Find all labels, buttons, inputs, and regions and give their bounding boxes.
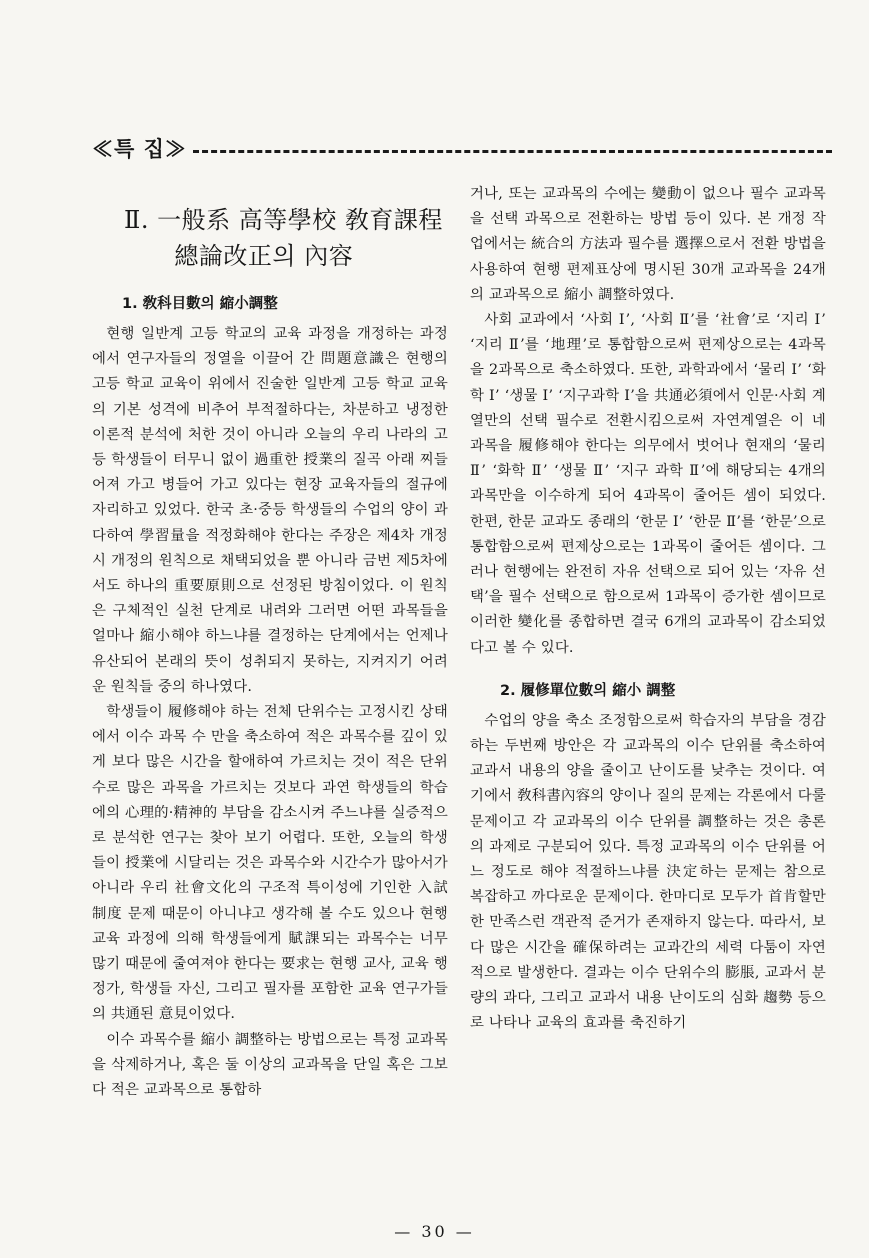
feature-label: ≪특 집≫ [92,136,187,161]
paragraph: 이수 과목수를 縮小 調整하는 방법으로는 특정 교과목을 삭제하거나, 혹은 둘 이상의 교과목을 단일 혹은 그보다 적은 교과목으로 통합하 [92,1031,448,1099]
paragraph: 현행 일반계 고등 학교의 교육 과정을 개정하는 과정에서 연구자들의 정열을 이끌어 간 問題意識은 현행의 고등 학교 교육이 위에서 진술한 일반계 고등 학교 교육의 기본 성격에 비추어 부적절하다는, 차분하고 냉정한 이론적 분석에 처한 것이 아니라 오늘의 우리 나라의 고등 학생들이 터무니 없이 過重한 授業의 질곡 아래 찌들어져 가고 병들어 가고 있다는 현장 교육자들의 절규에 자리하고 있었다. 한국 초·중등 학생들의 수업의 양이 과다하여 學習量을 적정화해야 한다는 주장은 제4차 개정시 개정의 원칙으로 채택되었을 뿐 아니라 금번 제5차에서도 하나의 重要原則으로 선정된 방침이었다. 이 원칙은 구체적인 실천 단계로 내려와 그러면 어떤 과목들을 얼마나 縮小해야 하느냐를 결정하는 단계에서는 언제나 유산되어 본래의 뜻이 성취되지 못하는, 지켜지기 어려운 원칙들 중의 하나였다. [92,326,448,695]
paragraph: 학생들이 履修해야 하는 전체 단위수는 고정시킨 상태에서 이수 과목 수 만을 축소하여 적은 과목수를 깊이 있게 보다 많은 시간을 할애하여 가르치는 것이 적은 단위수로 많은 과목을 가르치는 것보다 과연 학생들의 학습에의 心理的·精神的 부담을 감소시켜 주느냐를 실증적으로 분석한 연구는 찾아 보기 어렵다. 또한, 오늘의 학생들이 授業에 시달리는 것은 과목수와 시간수가 많아서가 아니라 우리 社會文化의 구조적 특이성에 기인한 入試制度 문제 때문이 아니냐고 생각해 볼 수도 있으나 현행 교육 과정에 의해 학생들에게 賦課되는 과목수는 너무 많기 때문에 줄여져야 한다는 要求는 현행 교사, 교육 행정가, 학생들 자신, 그리고 필자를 포함한 교육 연구가들의 共通된 意見이었다. [92,704,448,1023]
section-heading-2: 2. 履修單位數의 縮小 調整 [500,682,676,699]
chapter-title: Ⅱ. 一般系 高等學校 敎育課程 總論改正의 內容 [124,206,443,270]
right-column [470,182,826,1037]
page-number: — 30 — [394,1222,475,1241]
section-heading-1: 1. 敎科目數의 縮小調整 [122,296,278,312]
header-dashed-rule [193,150,832,153]
section-header [92,130,832,166]
paragraph-continued: 거나, 또는 교과목의 수에는 變動이 없으나 필수 교과목을 선택 과목으로 전환하는 방법 등이 있다. 본 개정 작업에서는 統合의 方法과 필수를 選擇으로서 전환 방법을 사용하여 현행 편제표상에 명시된 30개 교과목을 24개의 교과목으로 縮小 調整하였다. [470,186,826,303]
paragraph: 수업의 양을 축소 조정함으로써 학습자의 부담을 경감하는 두번째 방안은 각 교과목의 이수 단위를 축소하여 교과서 내용의 양을 줄이고 난이도를 낮추는 것이다. 여기에서 敎科書內容의 양이나 질의 문제는 각론에서 다룰 문제이고 각 교과목의 이수 단위를 調整하는 것은 총론의 과제로 구분되어 있다. 특정 교과목의 이수 단위를 어느 정도로 해야 적절하느냐를 決定하는 문제는 참으로 복잡하고 까다로운 문제이다. 한마디로 모두가 首肯할만한 만족스런 객관적 준거가 존재하지 않는다. 따라서, 보다 많은 시간을 確保하려는 교과간의 세력 다툼이 자연적으로 발생한다. 결과는 이수 단위수의 膨脹, 교과서 분량의 과다, 그리고 교과서 내용 난이도의 심화 趨勢 등으로 나타나 교육의 효과를 축진하기 [470,712,826,1032]
left-column [92,190,448,1103]
paragraph: 사회 교과에서 ‘사회 Ⅰ’, ‘사회 Ⅱ’를 ‘社會’로 ‘지리 Ⅰ’ ‘지리 Ⅱ’를 ‘地理’로 통합함으로써 편제상으로는 4과목을 2과목으로 축소하였다. 또한, 과학과에서 ‘물리 Ⅰ’ ‘화학 Ⅰ’ ‘생물 Ⅰ’ ‘지구과학 Ⅰ’을 共通必須에서 인문·사회 계열만의 선택 필수로 전환시킴으로써 자연계열은 이 네 과목을 履修해야 한다는 의무에서 벗어나 현재의 ‘물리 Ⅱ’ ‘화학 Ⅱ’ ‘생물 Ⅱ’ ‘지구 과학 Ⅱ’에 해당되는 4개의 과목만을 이수하게 되어 4과목이 줄어든 셈이 되었다. 한편, 한문 교과도 종래의 ‘한문 Ⅰ’ ‘한문 Ⅱ’를 ‘한문’으로 통합함으로써 편제상으로는 1과목이 줄어든 셈이다. 그러나 현행에는 완전히 자유 선택으로 되어 있는 ‘자유 선택’을 필수 선택으로 함으로써 1과목이 증가한 셈이므로 이러한 變化를 종합하면 결국 6개의 교과목이 감소되었다고 볼 수 있다. [470,312,826,656]
